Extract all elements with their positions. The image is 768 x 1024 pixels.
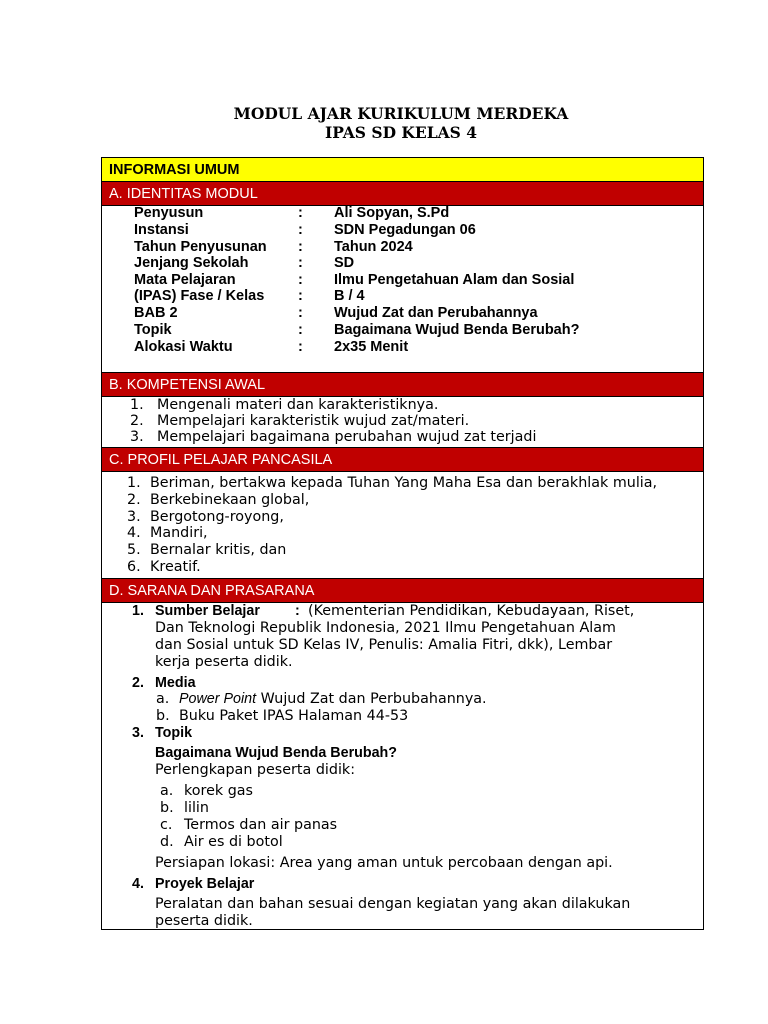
identitas-colon: : — [298, 272, 303, 288]
italic-term: Power Point — [179, 691, 257, 707]
sumber-belajar-text: Dan Teknologi Republik Indonesia, 2021 Ilmu Pengetahuan Alam — [155, 620, 616, 636]
document-subtitle: IPAS SD KELAS 4 — [324, 123, 477, 142]
topik-note: Persiapan lokasi: Area yang aman untuk percobaan dengan api. — [155, 855, 613, 871]
sumber-belajar-text: dan Sosial untuk SD Kelas IV, Penulis: Amalia Fitri, dkk), Lembar — [155, 637, 613, 653]
identitas-value: B / 4 — [334, 288, 365, 304]
sumber-belajar-colon: : — [295, 603, 300, 619]
list-item: Beriman, bertakwa kepada Tuhan Yang Maha Esa dan berakhlak mulia, — [150, 475, 658, 491]
list-item-text: Wujud Zat dan Perbubahannya. — [256, 691, 487, 707]
list-item: Mengenali materi dan karakteristiknya. — [157, 397, 439, 413]
sumber-belajar-text: kerja peserta didik. — [155, 654, 293, 670]
list-item: Bernalar kritis, dan — [150, 542, 287, 558]
identitas-label: Jenjang Sekolah — [134, 255, 249, 271]
list-letter: d. — [160, 834, 174, 850]
topik-subtitle: Bagaimana Wujud Benda Berubah? — [155, 745, 398, 761]
identitas-label: BAB 2 — [134, 305, 178, 321]
identitas-label: (IPAS) Fase / Kelas — [134, 288, 265, 304]
list-number: 1. — [132, 603, 144, 619]
list-number: 4. — [127, 525, 141, 541]
identitas-colon: : — [298, 288, 303, 304]
sumber-belajar-text: (Kementerian Pendidikan, Kebudayaan, Riset, — [308, 603, 635, 619]
identitas-label: Alokasi Waktu — [134, 339, 233, 355]
identitas-value: SD — [334, 255, 355, 271]
sumber-belajar-label: Sumber Belajar — [155, 603, 260, 619]
list-item: Bergotong-royong, — [150, 509, 284, 525]
topik-intro: Perlengkapan peserta didik: — [155, 762, 356, 778]
identitas-label: Tahun Penyusunan — [134, 239, 267, 255]
identitas-value: Ali Sopyan, S.Pd — [334, 205, 450, 221]
section-informasi-umum: INFORMASI UMUM — [102, 158, 703, 181]
media-label: Media — [155, 675, 196, 691]
list-item: Kreatif. — [150, 559, 201, 575]
list-letter: a. — [160, 783, 174, 799]
proyek-belajar-text: Peralatan dan bahan sesuai dengan kegiatan yang akan dilakukan — [155, 896, 631, 912]
list-item — [179, 691, 487, 707]
section-sarana-prasarana: D. SARANA DAN PRASARANA — [102, 579, 703, 602]
table-divider — [102, 471, 703, 472]
list-letter: b. — [160, 800, 174, 816]
list-item: korek gas — [184, 783, 253, 799]
list-number: 2. — [127, 492, 141, 508]
identitas-value: Tahun 2024 — [334, 239, 413, 255]
identitas-value: Wujud Zat dan Perubahannya — [334, 305, 538, 321]
identitas-colon: : — [298, 322, 303, 338]
identitas-value: Ilmu Pengetahuan Alam dan Sosial — [334, 272, 575, 288]
list-number: 1. — [127, 475, 141, 491]
list-number: 3. — [127, 509, 141, 525]
list-item: Termos dan air panas — [184, 817, 338, 833]
identitas-colon: : — [298, 339, 303, 355]
list-number: 6. — [127, 559, 141, 575]
identitas-colon: : — [298, 305, 303, 321]
list-number: 4. — [132, 876, 144, 892]
list-item: Berkebinekaan global, — [150, 492, 310, 508]
proyek-belajar-text: peserta didik. — [155, 913, 253, 929]
identitas-label: Penyusun — [134, 205, 204, 221]
identitas-label: Mata Pelajaran — [134, 272, 236, 288]
identitas-label: Topik — [134, 322, 172, 338]
list-item: Buku Paket IPAS Halaman 44-53 — [179, 708, 409, 724]
identitas-colon: : — [298, 255, 303, 271]
identitas-label: Instansi — [134, 222, 189, 238]
list-letter: a. — [156, 691, 170, 707]
document-title: MODUL AJAR KURIKULUM MERDEKA — [233, 104, 569, 123]
list-item: Air es di botol — [184, 834, 283, 850]
list-item: Mempelajari bagaimana perubahan wujud zat terjadi — [157, 429, 537, 445]
list-item: lilin — [184, 800, 209, 816]
list-item: Mandiri, — [150, 525, 208, 541]
list-number: 3. — [130, 429, 144, 445]
identitas-colon: : — [298, 205, 303, 221]
proyek-belajar-label: Proyek Belajar — [155, 876, 255, 892]
list-letter: c. — [160, 817, 173, 833]
identitas-colon: : — [298, 239, 303, 255]
identitas-colon: : — [298, 222, 303, 238]
identitas-value: SDN Pegadungan 06 — [334, 222, 476, 238]
list-item: Mempelajari karakteristik wujud zat/materi. — [157, 413, 470, 429]
section-kompetensi-awal: B. KOMPETENSI AWAL — [102, 373, 703, 396]
section-identitas-modul: A. IDENTITAS MODUL — [102, 182, 703, 205]
list-number: 1. — [130, 397, 144, 413]
section-profil-pelajar-pancasila: C. PROFIL PELAJAR PANCASILA — [102, 448, 703, 471]
list-number: 3. — [132, 725, 144, 741]
topik-label: Topik — [155, 725, 193, 741]
list-letter: b. — [156, 708, 170, 724]
list-number: 2. — [130, 413, 144, 429]
identitas-value: 2x35 Menit — [334, 339, 409, 355]
list-number: 2. — [132, 675, 144, 691]
list-number: 5. — [127, 542, 141, 558]
identitas-value: Bagaimana Wujud Benda Berubah? — [334, 322, 580, 338]
